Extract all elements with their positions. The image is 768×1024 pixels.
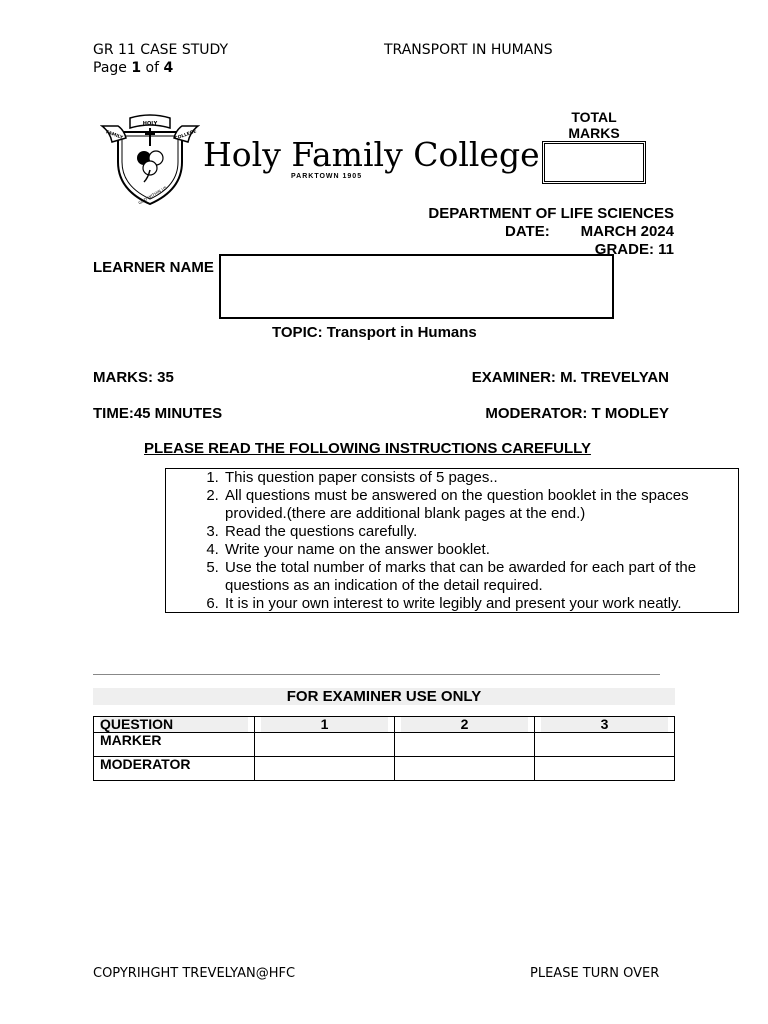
column-header: 2 [395,717,535,733]
total-marks-box[interactable] [542,141,646,184]
svg-text:GOD WITHIN US: GOD WITHIN US [137,184,168,206]
time: TIME:45 MINUTES [93,405,223,422]
mark-cell[interactable] [255,757,395,781]
column-header: QUESTION [94,717,255,733]
marks: MARKS: 35 [93,369,174,386]
school-location: PARKTOWN 1905 [291,173,363,180]
column-header: 3 [535,717,675,733]
divider [93,674,660,675]
svg-text:HOLY: HOLY [142,121,158,127]
table-row [94,733,675,757]
mark-cell[interactable] [395,757,535,781]
mark-cell[interactable] [395,733,535,757]
examiner: EXAMINER: M. TREVELYAN [471,369,669,386]
footer-turn-over: PLEASE TURN OVER [530,966,660,981]
instructions-box [165,468,739,613]
mark-cell[interactable] [255,733,395,757]
school-name: Holy Family College [203,135,540,174]
mark-cell[interactable] [535,757,675,781]
total-marks-label: TOTAL MARKS [568,109,620,141]
instruction-item: 1. This question paper consists of 5 pages.. [223,469,738,487]
footer-copyright: COPYRIHGHT TREVELYAN@HFC [93,966,296,981]
row-label: MARKER [94,733,255,757]
subject-title: TRANSPORT IN HUMANS [384,42,553,58]
row-label: MODERATOR [94,757,255,781]
date-value: MARCH 2024 [580,223,674,240]
instruction-item: 6. It is in your own interest to write legibly and present your work neatly. [223,595,738,613]
instruction-item: 3. Read the questions carefully. [223,523,738,541]
examiner-table-title: FOR EXAMINER USE ONLY [93,688,675,705]
instruction-item: 4. Write your name on the answer booklet. [223,541,738,559]
svg-text:FAMILY: FAMILY [105,130,124,141]
learner-name-box[interactable] [219,254,614,319]
department: DEPARTMENT OF LIFE SCIENCES [428,205,674,222]
instructions-heading: PLEASE READ THE FOLLOWING INSTRUCTIONS CAREFULLY [144,440,591,457]
table-header-row [94,717,675,733]
course-title: GR 11 CASE STUDY [93,42,229,58]
school-crest-logo [100,112,200,207]
column-header: 1 [255,717,395,733]
page-indicator: Page 1 of 4 [93,60,174,76]
moderator: MODERATOR: T MODLEY [485,405,669,422]
date-label: DATE: [505,223,550,240]
instruction-item: 5. Use the total number of marks that can be awarded for each part of the questions as an indication of the detail required. [223,559,738,595]
examiner-table [93,716,675,781]
learner-name-label: LEARNER NAME [93,259,214,276]
grade: GRADE: 11 [594,241,674,258]
table-row [94,757,675,781]
mark-cell[interactable] [535,733,675,757]
instruction-item: 2. All questions must be answered on the question booklet in the spaces provided.(there are additional blank pages at the end.) [223,487,738,523]
topic: TOPIC: Transport in Humans [272,324,477,341]
instructions-list [166,469,738,613]
svg-text:COLLEGE: COLLEGE [174,129,198,142]
